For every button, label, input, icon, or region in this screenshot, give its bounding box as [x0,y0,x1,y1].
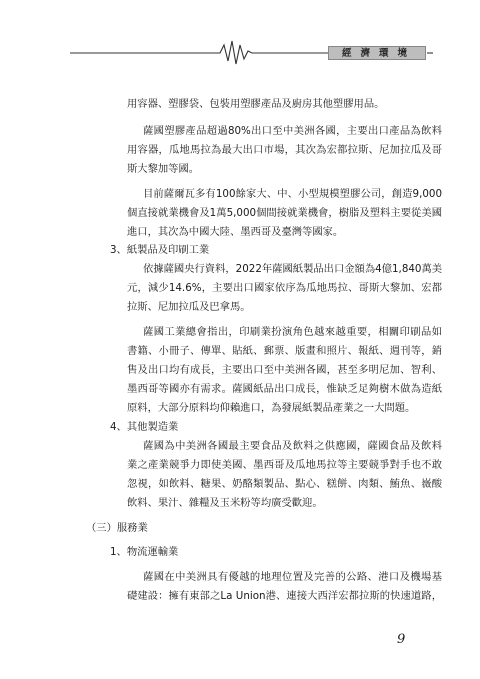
text-line: 斯大黎加等國。 [127,163,200,175]
text-line: 業之產業競爭力即使美國、墨西哥及瓜地馬拉等主要競爭對手也不敢 [127,459,442,471]
text-line: 薩國在中美洲具有優越的地理位置及完善的公路、港口及機場基 [143,571,442,583]
text-line: 墨西哥等國亦有需求。薩國紙品出口成長，惟缺乏足夠樹木做為造紙 [127,383,442,395]
text-line: 書籍、小冊子、傳單、貼紙、郵票、版畫和照片、報紙、週刊等，銷 [127,345,442,357]
section-heading: （三）服務業 [86,522,148,534]
text-line: 依據薩國央行資料，2022年薩國紙製品出口金額為4億1,840萬美 [143,263,443,275]
section-heading: 1、物流運輸業 [110,546,179,558]
text-line: 售及出口均有成長，主要出口至中美洲各國，甚至多明尼加、智利、 [127,364,442,376]
text-line: 忽視，如飲料、糖果、奶酪類製品、點心、糕餅、肉類、鮪魚、嶶酸 [127,478,442,490]
text-line: 元，減少14.6%，主要出口國家依序為瓜地馬拉、哥斯大黎加、宏都 [127,282,442,294]
page-number: 9 [397,632,406,647]
text-line: 用容器、塑膠袋、包裝用塑膠產品及廚房其他塑膠用品。 [127,98,385,110]
text-line: 薩國為中美洲各國最主要食品及飲料之供應國，薩國食品及飲料 [143,440,442,452]
text-line: 原料，大部分原料均仰賴進口，為發展紙製品產業之一大問題。 [127,402,416,414]
text-line: 薩國塑膠產品超過80%出口至中美洲各國，主要出口產品為飲料 [143,125,442,137]
section-heading: 4、其他製造業 [110,421,179,433]
text-line: 個直接就業機會及1萬5,000個間接就業機會，樹脂及塑料主要從美國 [127,207,442,219]
text-line: 目前薩爾瓦多有100餘家大、中、小型規模塑膠公司，創造9,000 [143,188,442,200]
text-line: 拉斯、尼加拉瓜及巴拿馬。 [127,301,251,313]
text-line: 薩國工業總會指出，印刷業扮演角色越來越重要，相關印刷品如 [143,326,442,338]
text-line: 進口，其次為中國大陸、墨西哥及臺灣等國家。 [127,226,344,238]
page-header [0,38,480,68]
section-heading: 3、紙製品及印刷工業 [110,244,210,256]
text-line: 用容器，瓜地馬拉為最大出口市場，其次為宏都拉斯、尼加拉瓜及哥 [127,144,442,156]
text-line: 礎建設：擁有東部之La Union港、連接大西洋宏都拉斯的快速道路， [127,590,442,602]
text-line: 飲料、果汁、雜糧及玉米粉等均廣受歡迎。 [127,497,323,509]
section-title: 經濟環境 [328,46,426,60]
